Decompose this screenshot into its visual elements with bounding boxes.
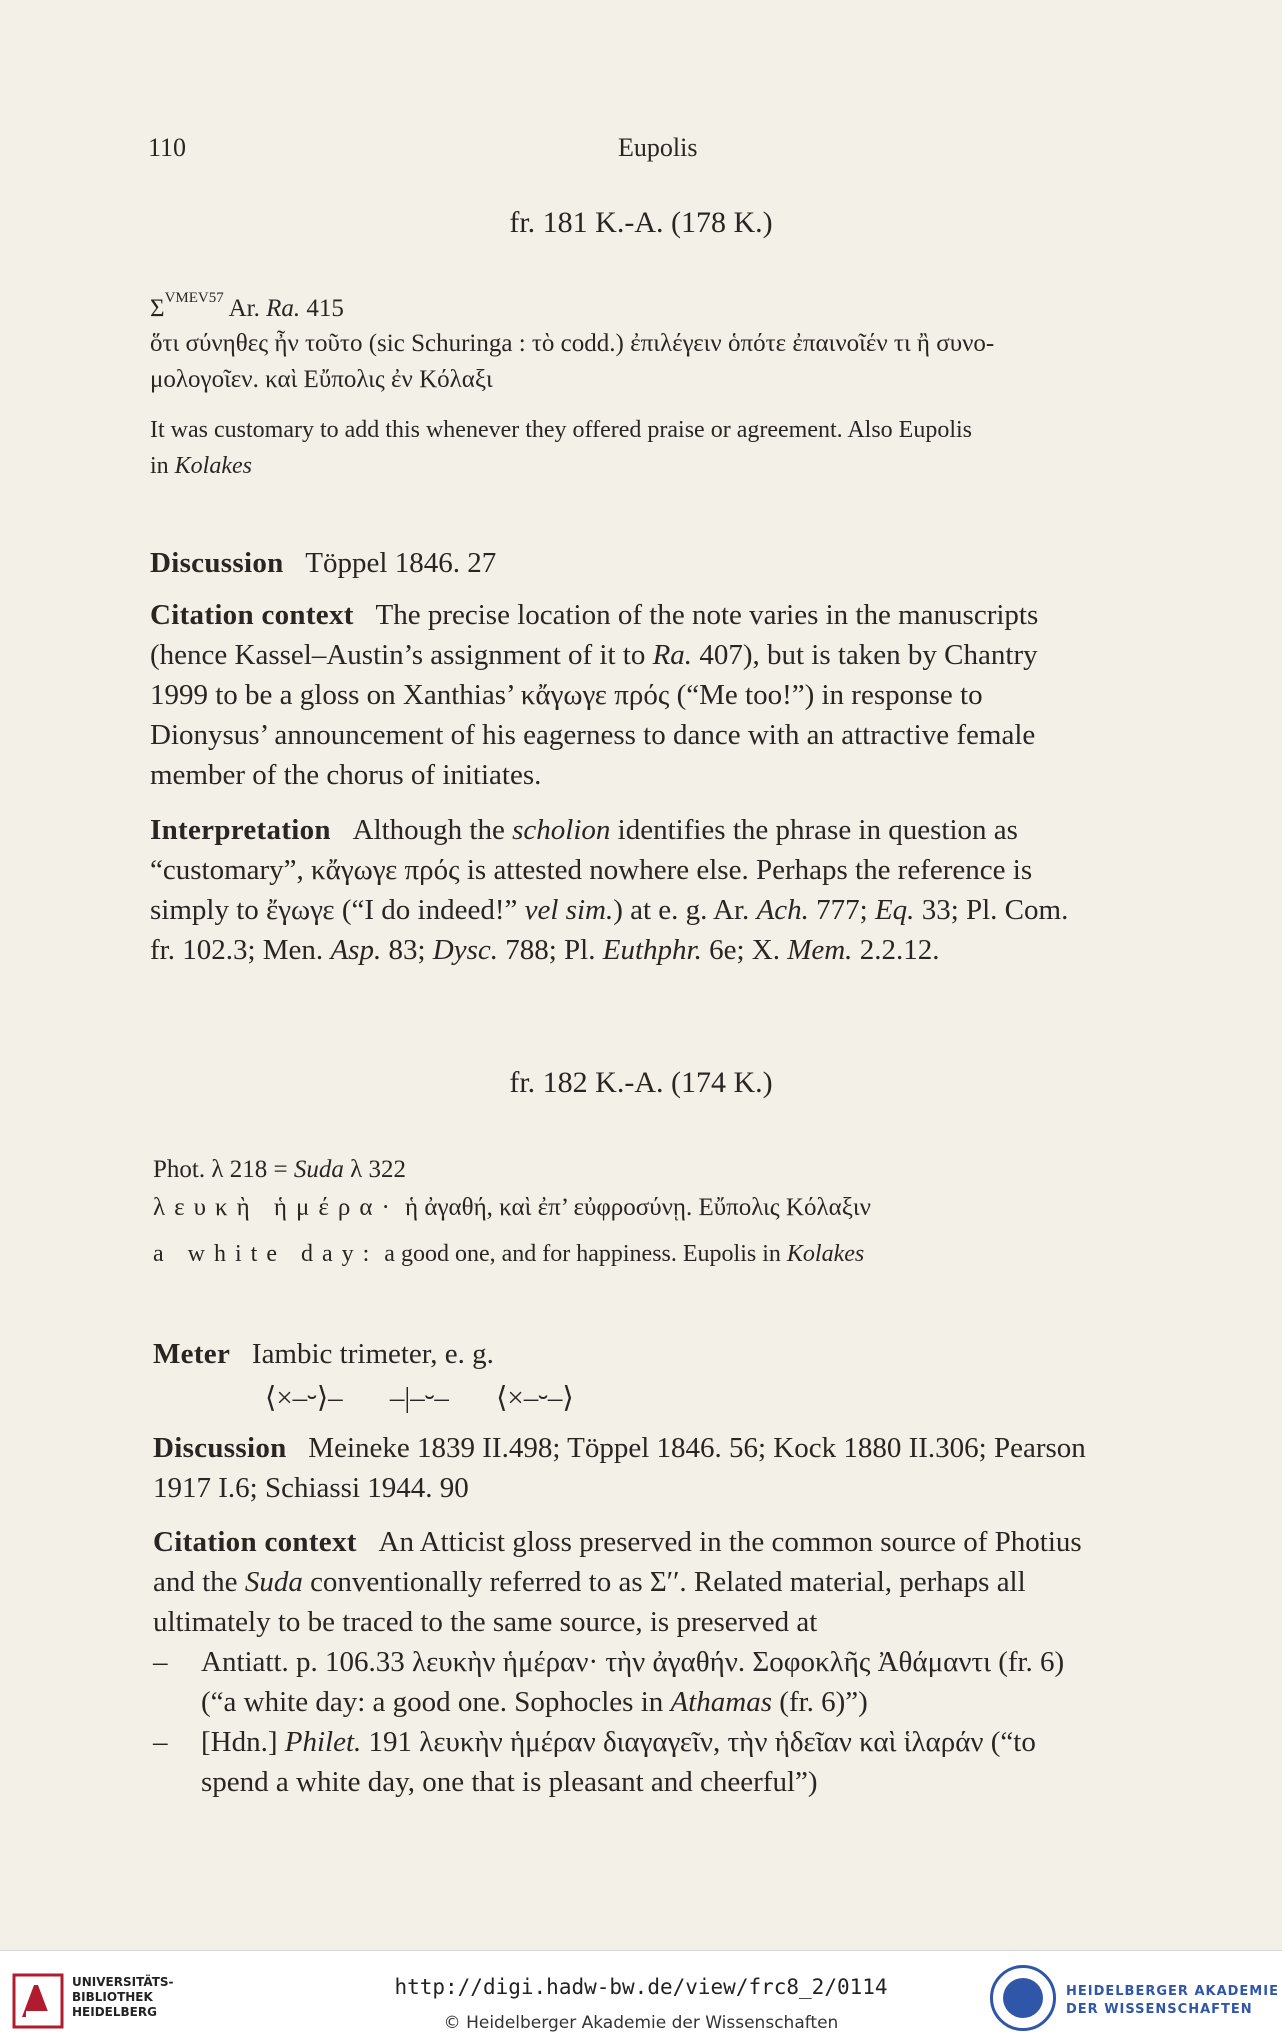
citation-line: ultimately to be traced to the same source, is preserved at	[153, 1606, 818, 1638]
citation-line: Dionysus’ announcement of his eagerness to dance with an attractive female	[150, 719, 1036, 751]
fragment-182-greek-line: λευκὴ ἡμέρα· ἡ ἀγαθή, καὶ ἐπ’ εὐφροσύνῃ. Εὔπολις Κόλαξιν	[153, 1194, 871, 1221]
citation-line: member of the chorus of initiates.	[150, 759, 542, 791]
fragment-182-meter: Meter Iambic trimeter, e. g.	[153, 1338, 494, 1370]
list-item: – [Hdn.] Philet. 191 λευκὴν ἡμέραν διαγαγεῖν, τὴν ἡδεῖαν καὶ ἱλαράν (“to spend a white day, one that is pleasant and cheerful”)	[153, 1722, 1183, 1802]
fragment-182-discussion	[153, 1428, 1183, 1508]
academy-name: HEIDELBERGER AKADEMIE DER WISSENSCHAFTEN	[1066, 1984, 1279, 2017]
meter-metron: –|–⏑–	[389, 1382, 449, 1414]
discussion-line: 1917 I.6; Schiassi 1944. 90	[153, 1472, 469, 1504]
fragment-181-greek-line: μολογοῖεν. καὶ Εὔπολις ἐν Κόλαξι	[150, 366, 493, 393]
interpretation-line: “customary”, κἄγωγε πρός is attested nowhere else. Perhaps the reference is	[150, 854, 1033, 886]
fragment-181-discussion: Discussion Töppel 1846. 27	[150, 547, 497, 579]
list-item: – Antiatt. p. 106.33 λευκὴν ἡμέραν· τὴν ἀγαθήν. Σοφοκλῆς Ἀθάμαντι (fr. 6) (“a white day: a good one. Sophocles in Athamas (fr. 6)”)	[153, 1642, 1183, 1722]
section-heading: Citation context	[153, 1526, 357, 1558]
copyright-notice: © Heidelberger Akademie der Wissenschaften	[443, 2013, 839, 2033]
interpretation-line: fr. 102.3; Men. Asp. 83; Dysc. 788; Pl. Euthphr. 6e; X. Mem. 2.2.12.	[150, 934, 940, 966]
page-number: 110	[148, 133, 187, 162]
source-url-link[interactable]: http://digi.hadw-bw.de/view/frc8_2/0114	[394, 1975, 888, 1999]
citation-line: Citation context The precise location of the note varies in the manuscripts	[150, 599, 1039, 631]
meter-scheme	[265, 1378, 614, 1418]
academy-seal-icon	[990, 1965, 1056, 2031]
citation-line: 1999 to be a gloss on Xanthias’ κἄγωγε πρός (“Me too!”) in response to	[150, 679, 983, 711]
fragment-182-title: fr. 182 K.-A. (174 K.)	[509, 1066, 773, 1099]
list-dash: –	[153, 1726, 168, 1758]
citation-source-list	[153, 1642, 1183, 1802]
fragment-181-translation-line: It was customary to add this whenever they offered praise or agreement. Also Eupolis	[150, 417, 972, 443]
meter-metron: ⟨×–⏑–⟩	[496, 1382, 574, 1414]
fragment-182-source: Phot. λ 218 = Suda λ 322	[153, 1156, 406, 1183]
section-heading: Citation context	[150, 599, 354, 631]
library-name: UNIVERSITÄTS- BIBLIOTHEK HEIDELBERG	[72, 1975, 174, 2019]
citation-line: Citation context An Atticist gloss preserved in the common source of Photius	[153, 1526, 1082, 1558]
fragment-181-citation-context	[150, 595, 1180, 795]
fragment-182-translation: a white day: a good one, and for happiness. Eupolis in Kolakes	[153, 1241, 865, 1267]
fragment-181-interpretation	[150, 810, 1180, 970]
meter-metron: ⟨×–⏑⟩–	[265, 1382, 343, 1414]
fragment-181-source: $\Sigma^{VMEV57}$ Ar. Ra. 415	[150, 290, 344, 322]
section-heading: Interpretation	[150, 814, 331, 846]
section-heading: Discussion	[150, 547, 284, 579]
citation-line: (hence Kassel–Austin’s assignment of it to Ra. 407), but is taken by Chantry	[150, 639, 1038, 671]
discussion-line: Discussion Meineke 1839 II.498; Töppel 1846. 56; Kock 1880 II.306; Pearson	[153, 1432, 1086, 1464]
section-heading: Meter	[153, 1338, 231, 1370]
interpretation-line: simply to ἔγωγε (“I do indeed!” vel sim.) at e. g. Ar. Ach. 777; Eq. 33; Pl. Com.	[150, 894, 1069, 926]
fragment-181-title: fr. 181 K.-A. (178 K.)	[509, 206, 773, 239]
footer-bar	[0, 1950, 1282, 2044]
list-dash: –	[153, 1646, 168, 1678]
interpretation-line: Interpretation Although the scholion identifies the phrase in question as	[150, 814, 1018, 846]
fragment-181-translation-line: in Kolakes	[150, 453, 252, 479]
fragment-181-greek-line: ὅτι σύνηθες ἦν τοῦτο (sic Schuringa : τὸ codd.) ἐπιλέγειν ὁπότε ἐπαινοῖέν τι ἢ συνο-	[150, 330, 995, 357]
citation-line: and the Suda conventionally referred to as Σ′′. Related material, perhaps all	[153, 1566, 1026, 1598]
running-title: Eupolis	[618, 133, 698, 162]
section-heading: Discussion	[153, 1432, 287, 1464]
fragment-182-citation-context	[153, 1522, 1183, 1642]
